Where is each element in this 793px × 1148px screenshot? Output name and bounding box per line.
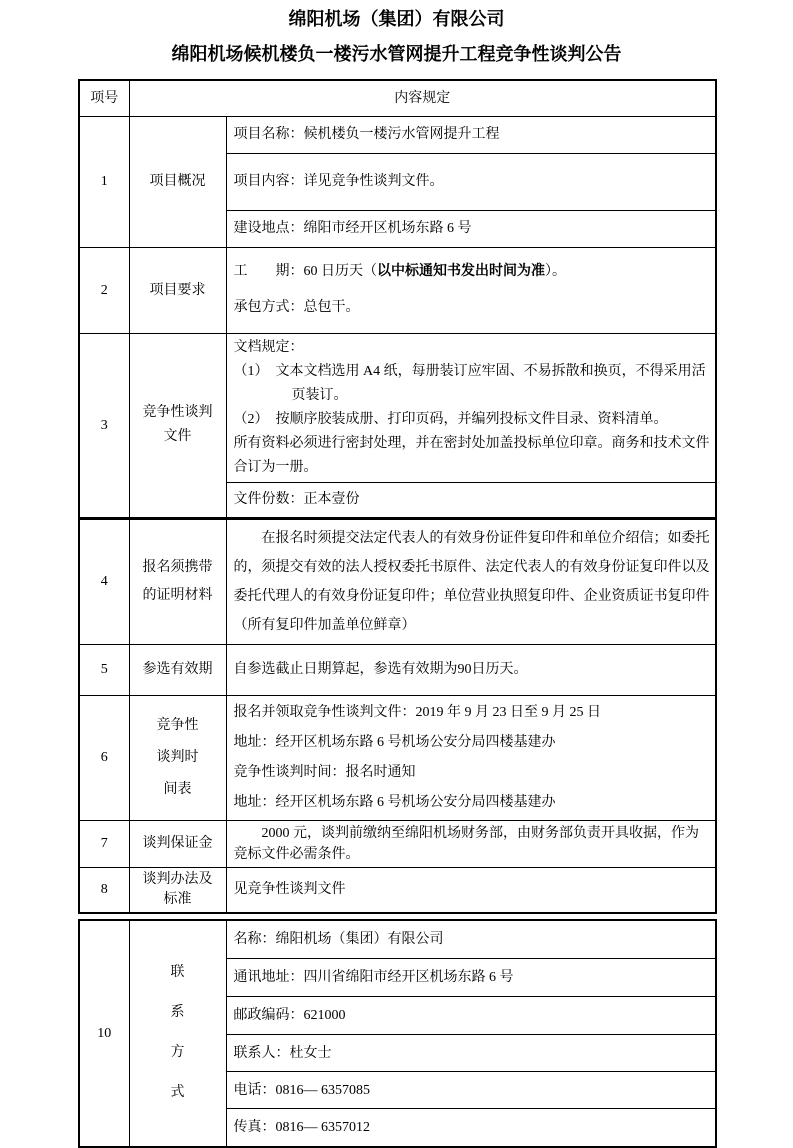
row7-deposit-text: 2000 元，谈判前缴纳至绵阳机场财务部，由财务部负责开具收据，作为竞标文件必需条件。 xyxy=(233,825,699,862)
row10-label-char4: 式 xyxy=(170,1085,185,1100)
row10-label-char1: 联 xyxy=(170,965,185,980)
row3-label-line1: 竞争性谈判 xyxy=(142,405,213,420)
schedule-negotiation-time: 竞争性谈判时间：报名时通知 xyxy=(233,764,416,780)
row8-method: 见竞争性谈判文件 xyxy=(226,867,716,913)
row10-label-char3: 方 xyxy=(170,1045,185,1060)
table-row xyxy=(79,116,716,153)
table-header-row xyxy=(79,80,716,116)
doc-rule-title: 文档规定： xyxy=(233,339,304,355)
row6-label xyxy=(129,695,226,820)
row1-label: 项目概况 xyxy=(129,116,226,247)
table-row xyxy=(79,247,716,333)
row5-number: 5 xyxy=(79,644,129,695)
row6-number: 6 xyxy=(79,695,129,820)
row8-number: 8 xyxy=(79,867,129,913)
duration-prefix: 工 期：60 日历天（ xyxy=(233,264,377,279)
contact-company-name: 名称：绵阳机场（集团）有限公司 xyxy=(226,920,716,959)
contact-table xyxy=(78,919,717,1148)
row1-build-location: 建设地点：绵阳市经开区机场东路 6 号 xyxy=(226,210,716,247)
schedule-address1: 地址：经开区机场东路 6 号机场公安分局四楼基建办 xyxy=(233,734,556,750)
row2-label: 项目要求 xyxy=(129,247,226,333)
row7-deposit xyxy=(226,820,716,867)
row3-copies: 文件份数：正本壹份 xyxy=(226,482,716,518)
doc-title: 绵阳机场（集团）有限公司 xyxy=(288,9,505,29)
row4-materials xyxy=(226,518,716,644)
table-row xyxy=(79,518,716,644)
table-row xyxy=(79,333,716,482)
row3-label xyxy=(129,333,226,518)
table-row xyxy=(79,695,716,820)
row3-label-line2: 文件 xyxy=(163,429,192,444)
row5-label: 参选有效期 xyxy=(129,644,226,695)
row10-label-char2: 系 xyxy=(170,1005,185,1020)
doc-rule-item2: （2） 按顺序胶装成册、打印页码，并编列投标文件目录、资料清单。 xyxy=(233,411,668,427)
table-row xyxy=(79,820,716,867)
row2-duration-line xyxy=(234,254,711,290)
row6-label-line2: 谈判时 xyxy=(156,749,199,765)
row2-number: 2 xyxy=(79,247,129,333)
header-item-no: 项号 xyxy=(79,80,129,116)
doc-rule-item1: （1） 文本文档选用 A4 纸，每册装订应牢固、不易拆散和换页，不得采用活页装订。 xyxy=(233,363,706,403)
doc-subtitle: 绵阳机场候机楼负一楼污水管网提升工程竞争性谈判公告 xyxy=(171,44,622,64)
row7-label: 谈判保证金 xyxy=(129,820,226,867)
schedule-address2: 地址：经开区机场东路 6 号机场公安分局四楼基建办 xyxy=(233,794,556,810)
header-content-spec: 内容规定 xyxy=(129,80,716,116)
row3-document-rules xyxy=(226,333,716,482)
duration-bold-note: 以中标通知书发出时间为准 xyxy=(377,264,545,279)
row6-label-line3: 间表 xyxy=(163,781,192,797)
main-table xyxy=(78,79,717,914)
row6-label-line1: 竞争性 xyxy=(156,717,199,733)
row2-requirements xyxy=(226,247,716,333)
row4-label-line2: 的证明材料 xyxy=(142,587,213,603)
row1-number: 1 xyxy=(79,116,129,247)
row1-project-name: 项目名称：候机楼负一楼污水管网提升工程 xyxy=(226,116,716,153)
contact-fax: 传真：0816— 6357012 xyxy=(226,1109,716,1147)
duration-suffix: ）。 xyxy=(545,264,566,279)
table-row xyxy=(79,644,716,695)
row4-label-line1: 报名须携带 xyxy=(142,559,213,575)
row4-label xyxy=(129,518,226,644)
table-row xyxy=(79,867,716,913)
row10-label xyxy=(129,920,226,1147)
row10-number: 10 xyxy=(79,920,129,1147)
contact-person: 联系人：杜女士 xyxy=(226,1035,716,1072)
row2-contract-line: 承包方式：总包干。 xyxy=(233,300,360,315)
row4-materials-text: 在报名时须提交法定代表人的有效身份证件复印件和单位介绍信；如委托的，须提交有效的法人授权委托书原件、法定代表人的有效身份证复印件以及委托代理人的有效身份证复印件；单位营业执照复印件、企业资质证书复印件（所有复印件加盖单位鲜章） xyxy=(233,530,710,633)
doc-rule-seal-note: 所有资料必须进行密封处理，并在密封处加盖投标单位印章。商务和技术文件合订为一册。 xyxy=(233,435,710,475)
row4-number: 4 xyxy=(79,518,129,644)
schedule-registration: 报名并领取竞争性谈判文件：2019 年 9 月 23 日至 9 月 25 日 xyxy=(233,704,601,720)
row7-number: 7 xyxy=(79,820,129,867)
table-row xyxy=(79,920,716,959)
row8-label xyxy=(129,867,226,913)
contact-phone: 电话：0816— 6357085 xyxy=(226,1072,716,1109)
row3-number: 3 xyxy=(79,333,129,518)
row6-schedule xyxy=(226,695,716,820)
row1-project-content: 项目内容：详见竞争性谈判文件。 xyxy=(226,153,716,210)
contact-postcode: 邮政编码：621000 xyxy=(226,997,716,1035)
row8-label-line2: 标准 xyxy=(163,891,192,907)
row8-label-line1: 谈判办法及 xyxy=(142,871,213,887)
contact-address: 通讯地址：四川省绵阳市经开区机场东路 6 号 xyxy=(226,959,716,997)
row5-validity: 自参选截止日期算起，参选有效期为90日历天。 xyxy=(226,644,716,695)
